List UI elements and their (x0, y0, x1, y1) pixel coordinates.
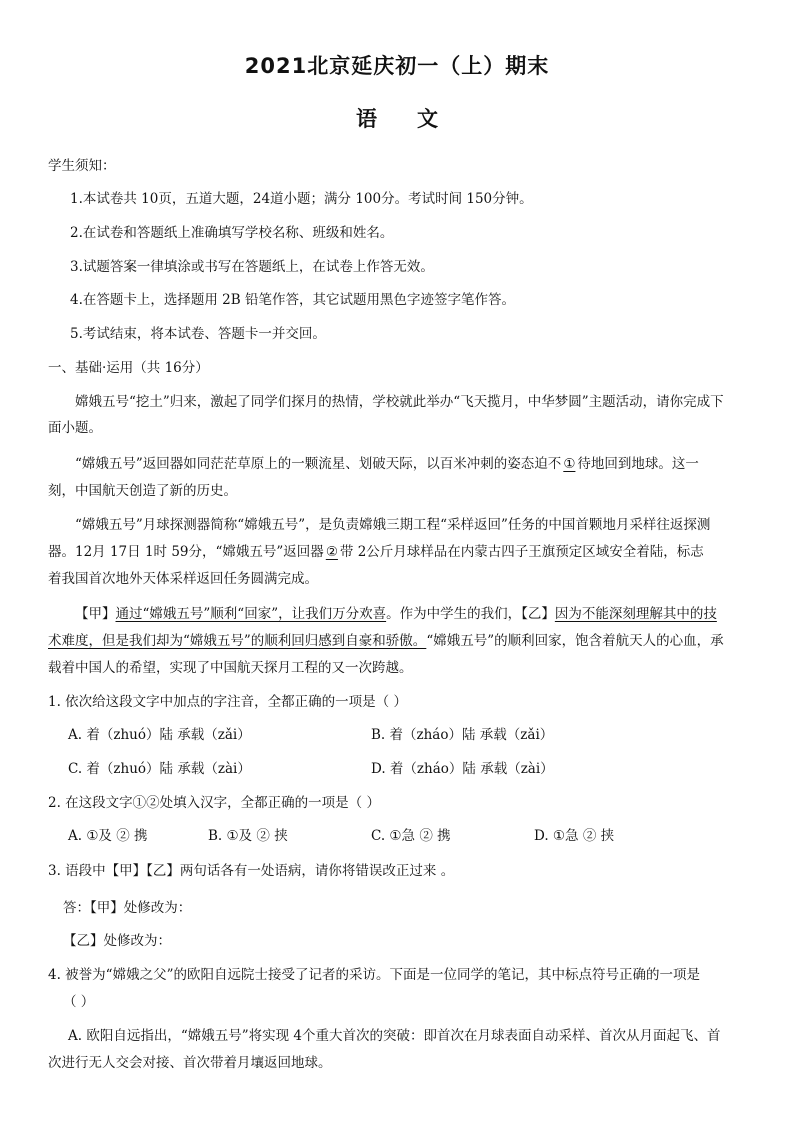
notice-item: 2.在试卷和答题纸上准确填写学校名称、班级和姓名。 (70, 225, 394, 241)
question-4-stem-paren: （ ） (63, 994, 95, 1010)
intro-text: 面小题。 (48, 420, 102, 436)
tag-jia: 【甲】 (75, 606, 116, 622)
q4-option-a-cont: 次进行无人交会对接、首次带着月壤返回地球。 (48, 1055, 332, 1071)
q1-option-c: C. 着（zhuó）陆 承载（zài） (68, 761, 251, 777)
q1-option-d: D. 着（zháo）陆 承载（zài） (371, 761, 554, 777)
question-1-stem: 1. 依次给这段文字中加点的字注音，全都正确的一项是（ ） (48, 694, 407, 710)
q2-option-d: D. ①急 ② 挟 (534, 828, 615, 844)
section-heading: 一、基础·运用（共 16分） (48, 360, 209, 376)
passage-paragraph-2-line: 器。12月 17日 1时 59分，“嫦娥五号”返回器②带 2公斤月球样品在内蒙古四子王旗预定区域安全着陆，标志 (48, 544, 704, 560)
answer-jia-prompt: 答：【甲】处修改为： (63, 900, 192, 916)
intro-text: 嫦娥五号“挖土”归来，激起了同学们探月的热情，学校就此举办“飞天揽月，中华梦圆”主题活动，请你完成下 (75, 394, 724, 410)
notice-item: 3.试题答案一律填涂或书写在答题纸上，在试卷上作答无效。 (70, 259, 434, 275)
q4-option-a: A. 欧阳自远指出，“嫦娥五号”将实现 4个重大首次的突破：即首次在月球表面自动采样、首次从月面起飞、首 (68, 1028, 721, 1044)
question-4-stem: 4. 被誉为“嫦娥之父”的欧阳自远院士接受了记者的采访。下面是一位同学的笔记，其中标点符号正确的一项是 (48, 967, 700, 983)
question-3-stem: 3. 语段中【甲】【乙】两句话各有一处语病，请你将错误改正过来 。 (48, 863, 455, 879)
passage-text: 刻，中国航天创造了新的历史。 (48, 483, 237, 499)
sentence-yi: 因为不能深刻理解其中的技 (554, 606, 717, 622)
exam-title: 2021北京延庆初一（上）期末 (244, 54, 550, 78)
passage-paragraph-3-line: 术难度，但是我们却为“嫦娥五号”的顺利回归感到自豪和骄傲。“嫦娥五号”的顺利回家，饱含着航天人的心血，承 (48, 633, 724, 649)
passage-paragraph-3: 【甲】通过“嫦娥五号”顺利“回家”，让我们万分欢喜。作为中学生的我们，【乙】因为不能深刻理解其中的技 (75, 606, 717, 622)
passage-paragraph-1: “嫦娥五号”返回器如同茫茫草原上的一颗流星、划破天际，以百米冲刺的姿态迫不①待地回到地球。这一 (75, 456, 699, 472)
subject-title: 语文 (356, 107, 478, 131)
passage-text: 着我国首次地外天体采样返回任务圆满完成。 (48, 571, 318, 587)
q2-option-a: A. ①及 ② 携 (68, 828, 148, 844)
sentence-jia: 通过“嫦娥五号”顺利“回家”，让我们万分欢喜 (115, 606, 387, 622)
q1-option-a: A. 着（zhuó）陆 承载（zǎi） (68, 727, 251, 743)
blank-2: ② (325, 544, 338, 560)
notice-item: 1.本试卷共 10页，五道大题，24道小题；满分 100分。考试时间 150分钟。 (70, 191, 533, 207)
tag-yi: 【乙】 (521, 606, 555, 622)
question-2-stem: 2. 在这段文字①②处填入汉字，全都正确的一项是（ ） (48, 795, 380, 811)
passage-paragraph-2: “嫦娥五号”月球探测器简称“嫦娥五号”，是负责嫦娥三期工程“采样返回”任务的中国首颗地月采样往返探测 (75, 517, 711, 533)
blank-1: ① (563, 456, 576, 472)
q2-option-c: C. ①急 ② 携 (371, 828, 451, 844)
sentence-yi: 术难度，但是我们却为“嫦娥五号”的顺利回归感到自豪和骄傲。 (48, 633, 427, 649)
q2-option-b: B. ①及 ② 挟 (208, 828, 288, 844)
notice-heading: 学生须知： (48, 158, 116, 174)
q1-option-b: B. 着（zháo）陆 承载（zǎi） (371, 727, 554, 743)
notice-item: 5.考试结束，将本试卷、答题卡一并交回。 (70, 326, 326, 342)
passage-text: 载着中国人的希望，实现了中国航天探月工程的又一次跨越。 (48, 660, 413, 676)
answer-yi-prompt: 【乙】处修改为： (63, 933, 171, 949)
notice-item: 4.在答题卡上，选择题用 2B 铅笔作答，其它试题用黑色字迹签字笔作答。 (70, 292, 515, 308)
